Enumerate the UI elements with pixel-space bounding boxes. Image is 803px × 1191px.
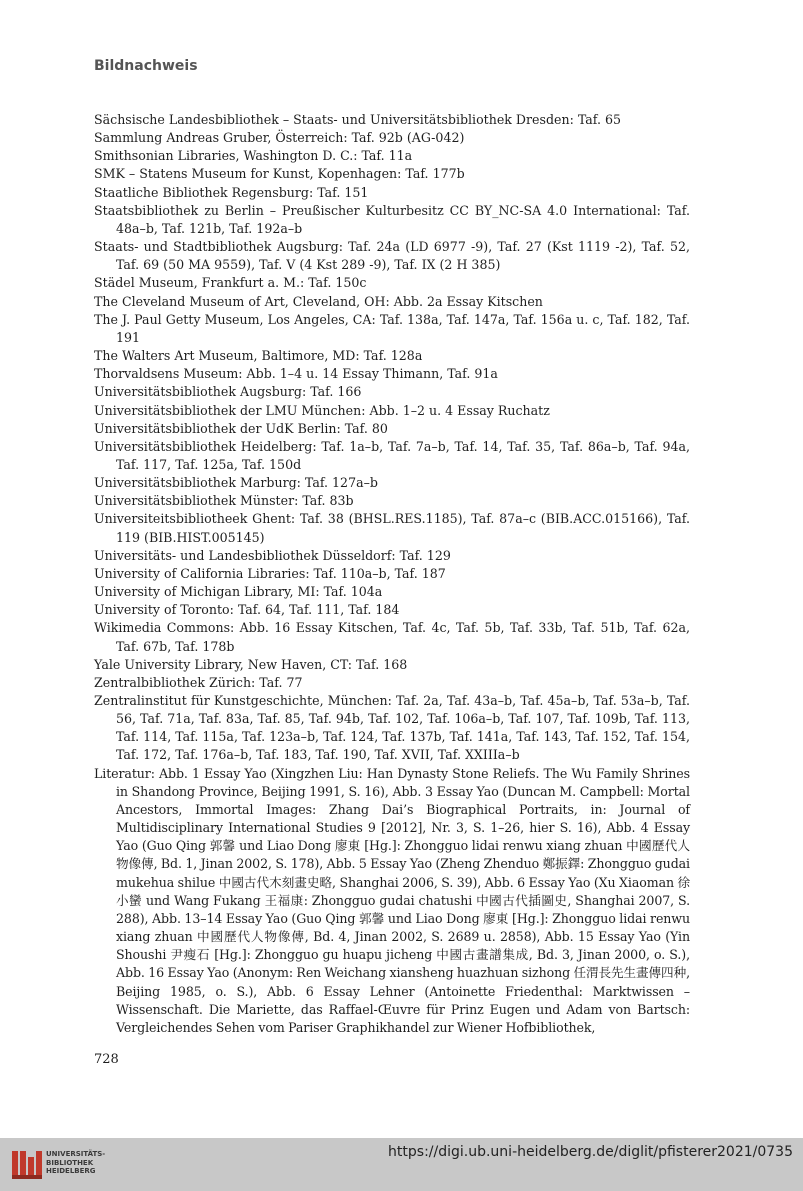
credit-entry: Staatliche Bibliothek Regensburg: Taf. 151	[94, 184, 369, 200]
credit-entry: Yale University Library, New Haven, CT: Taf. 168	[94, 656, 408, 672]
credit-entry: The J. Paul Getty Museum, Los Angeles, CA: Taf. 138a, Taf. 147a, Taf. 156a u. c, Taf. 182, Taf. 191	[94, 311, 690, 345]
credit-list	[94, 111, 690, 1037]
credit-entry: University of Michigan Library, MI: Taf. 104a	[94, 584, 383, 600]
credit-entry: Thorvaldsens Museum: Abb. 1–4 u. 14 Essay Thimann, Taf. 91a	[94, 366, 498, 382]
credit-entry: Zentralinstitut für Kunstgeschichte, München: Taf. 2a, Taf. 43a–b, Taf. 45a–b, Taf. 53a–b, Taf. 56, Taf. 71a, Taf. 83a, Taf. 85, Taf. 94b, Taf. 102, Taf. 106a–b, Taf. 107, Taf. 109b, Taf. 113, Taf. 114, Taf. 115a, Taf. 123a–b, Taf. 124, Taf. 137b, Taf. 141a, Taf. 143, Taf. 152, Taf. 154, Taf. 172, Taf. 176a–b, Taf. 183, Taf. 190, Taf. XVII, Taf. XXIIIa–b	[94, 693, 690, 763]
source-url-link[interactable]: https://digi.ub.uni-heidelberg.de/diglit/pfisterer2021/0735	[388, 1144, 793, 1160]
credit-entry: Universitäts- und Landesbibliothek Düsseldorf: Taf. 129	[94, 547, 451, 563]
credit-entry: Städel Museum, Frankfurt a. M.: Taf. 150c	[94, 275, 367, 291]
credit-entry: Zentralbibliothek Zürich: Taf. 77	[94, 674, 303, 690]
university-library-logo-icon	[10, 1147, 46, 1183]
credit-entry: Staatsbibliothek zu Berlin – Preußischer Kulturbesitz CC BY_NC-SA 4.0 International: Taf. 48a–b, Taf. 121b, Taf. 192a–b	[94, 202, 690, 236]
credit-entry: Smithsonian Libraries, Washington D. C.: Taf. 11a	[94, 148, 413, 164]
credit-entry: Universitätsbibliothek Heidelberg: Taf. 1a–b, Taf. 7a–b, Taf. 14, Taf. 35, Taf. 86a–b, Taf. 94a, Taf. 117, Taf. 125a, Taf. 150d	[94, 438, 690, 472]
logo-text: UNIVERSITÄTS- BIBLIOTHEK HEIDELBERG	[46, 1150, 106, 1175]
credit-entry: SMK – Statens Museum for Kunst, Kopenhagen: Taf. 177b	[94, 166, 465, 182]
credit-entry: The Cleveland Museum of Art, Cleveland, OH: Abb. 2a Essay Kitschen	[94, 293, 543, 309]
literatur-entry: Literatur: Abb. 1 Essay Yao (Xingzhen Liu: Han Dynasty Stone Reliefs. The Wu Family Shrines in Shandong Province, Beijing 1991, S. 16), Abb. 3 Essay Yao (Duncan M. Campbell: Mortal Ancestors, Immortal Images: Zhang Dai’s Biographical Portraits, in: Journal of Multidisciplinary International Studies 9 [2012], Nr. 3, S. 1–26, hier S. 16), Abb. 4 Essay Yao (Guo Qing 郭馨 und Liao Dong 廖東 [Hg.]: Zhongguo lidai renwu xiang zhuan 中國歷代人物像傳, Bd. 1, Jinan 2002, S. 178), Abb. 5 Essay Yao (Zheng Zhenduo 鄭振鐸: Zhongguo gudai mukehua shilue 中國古代木刻畫史略, Shanghai 2006, S. 39), Abb. 6 Essay Yao (Xu Xiaoman 徐小蠻 und Wang Fukang 王福康: Zhongguo gudai chatushi 中國古代插圖史, Shanghai 2007, S. 288), Abb. 13–14 Essay Yao (Guo Qing 郭馨 und Liao Dong 廖東 [Hg.]: Zhongguo lidai renwu xiang zhuan 中國歷代人物像傳, Bd. 4, Jinan 2002, S. 2689 u. 2858), Abb. 15 Essay Yao (Yin Shoushi 尹瘦石 [Hg.]: Zhongguo gu huapu jicheng 中國古畫譜集成, Bd. 3, Jinan 2000, o. S.), Abb. 16 Essay Yao (Anonym: Ren Weichang xiansheng huazhuan sizhong 任渭長先生畫傳四种, Beijing 1985, o. S.), Abb. 6 Essay Lehner (Antoinette Friedenthal: Marktwissen – Wissenschaft. Die Mariette, das Raffael-Œuvre für Prinz Eugen und Adam von Bartsch: Vergleichendes Sehen vom Pariser Graphikhandel zur Wiener Hofbibliothek,	[94, 765, 690, 1035]
credit-entry: The Walters Art Museum, Baltimore, MD: Taf. 128a	[94, 348, 423, 364]
credit-entry: University of California Libraries: Taf. 110a–b, Taf. 187	[94, 565, 446, 581]
credit-entry: Universiteitsbibliotheek Ghent: Taf. 38 (BHSL.RES.1185), Taf. 87a–c (BIB.ACC.015166), Taf. 119 (BIB.HIST.005145)	[94, 511, 690, 545]
credit-entry: Universitätsbibliothek Augsburg: Taf. 166	[94, 384, 362, 400]
footer-bar	[0, 1138, 803, 1191]
credit-entry: Universitätsbibliothek der LMU München: Abb. 1–2 u. 4 Essay Ruchatz	[94, 402, 550, 418]
credit-entry: Sammlung Andreas Gruber, Österreich: Taf. 92b (AG-042)	[94, 130, 465, 146]
page-number: 728	[94, 1052, 119, 1067]
credit-entry: Universitätsbibliothek der UdK Berlin: Taf. 80	[94, 420, 388, 436]
credit-entry: Staats- und Stadtbibliothek Augsburg: Taf. 24a (LD 6977 -9), Taf. 27 (Kst 1119 -2), Taf. 52, Taf. 69 (50 MA 9559), Taf. V (4 Kst 289 -9), Taf. IX (2 H 385)	[94, 239, 690, 273]
credit-entry: Wikimedia Commons: Abb. 16 Essay Kitschen, Taf. 4c, Taf. 5b, Taf. 33b, Taf. 51b, Taf. 62a, Taf. 67b, Taf. 178b	[94, 620, 690, 654]
credit-entry: Sächsische Landesbibliothek – Staats- und Universitätsbibliothek Dresden: Taf. 65	[94, 112, 622, 127]
running-header: Bildnachweis	[94, 58, 198, 74]
credit-entry: Universitätsbibliothek Münster: Taf. 83b	[94, 493, 354, 509]
credit-entry: University of Toronto: Taf. 64, Taf. 111, Taf. 184	[94, 602, 400, 618]
credit-entry: Universitätsbibliothek Marburg: Taf. 127a–b	[94, 475, 378, 491]
